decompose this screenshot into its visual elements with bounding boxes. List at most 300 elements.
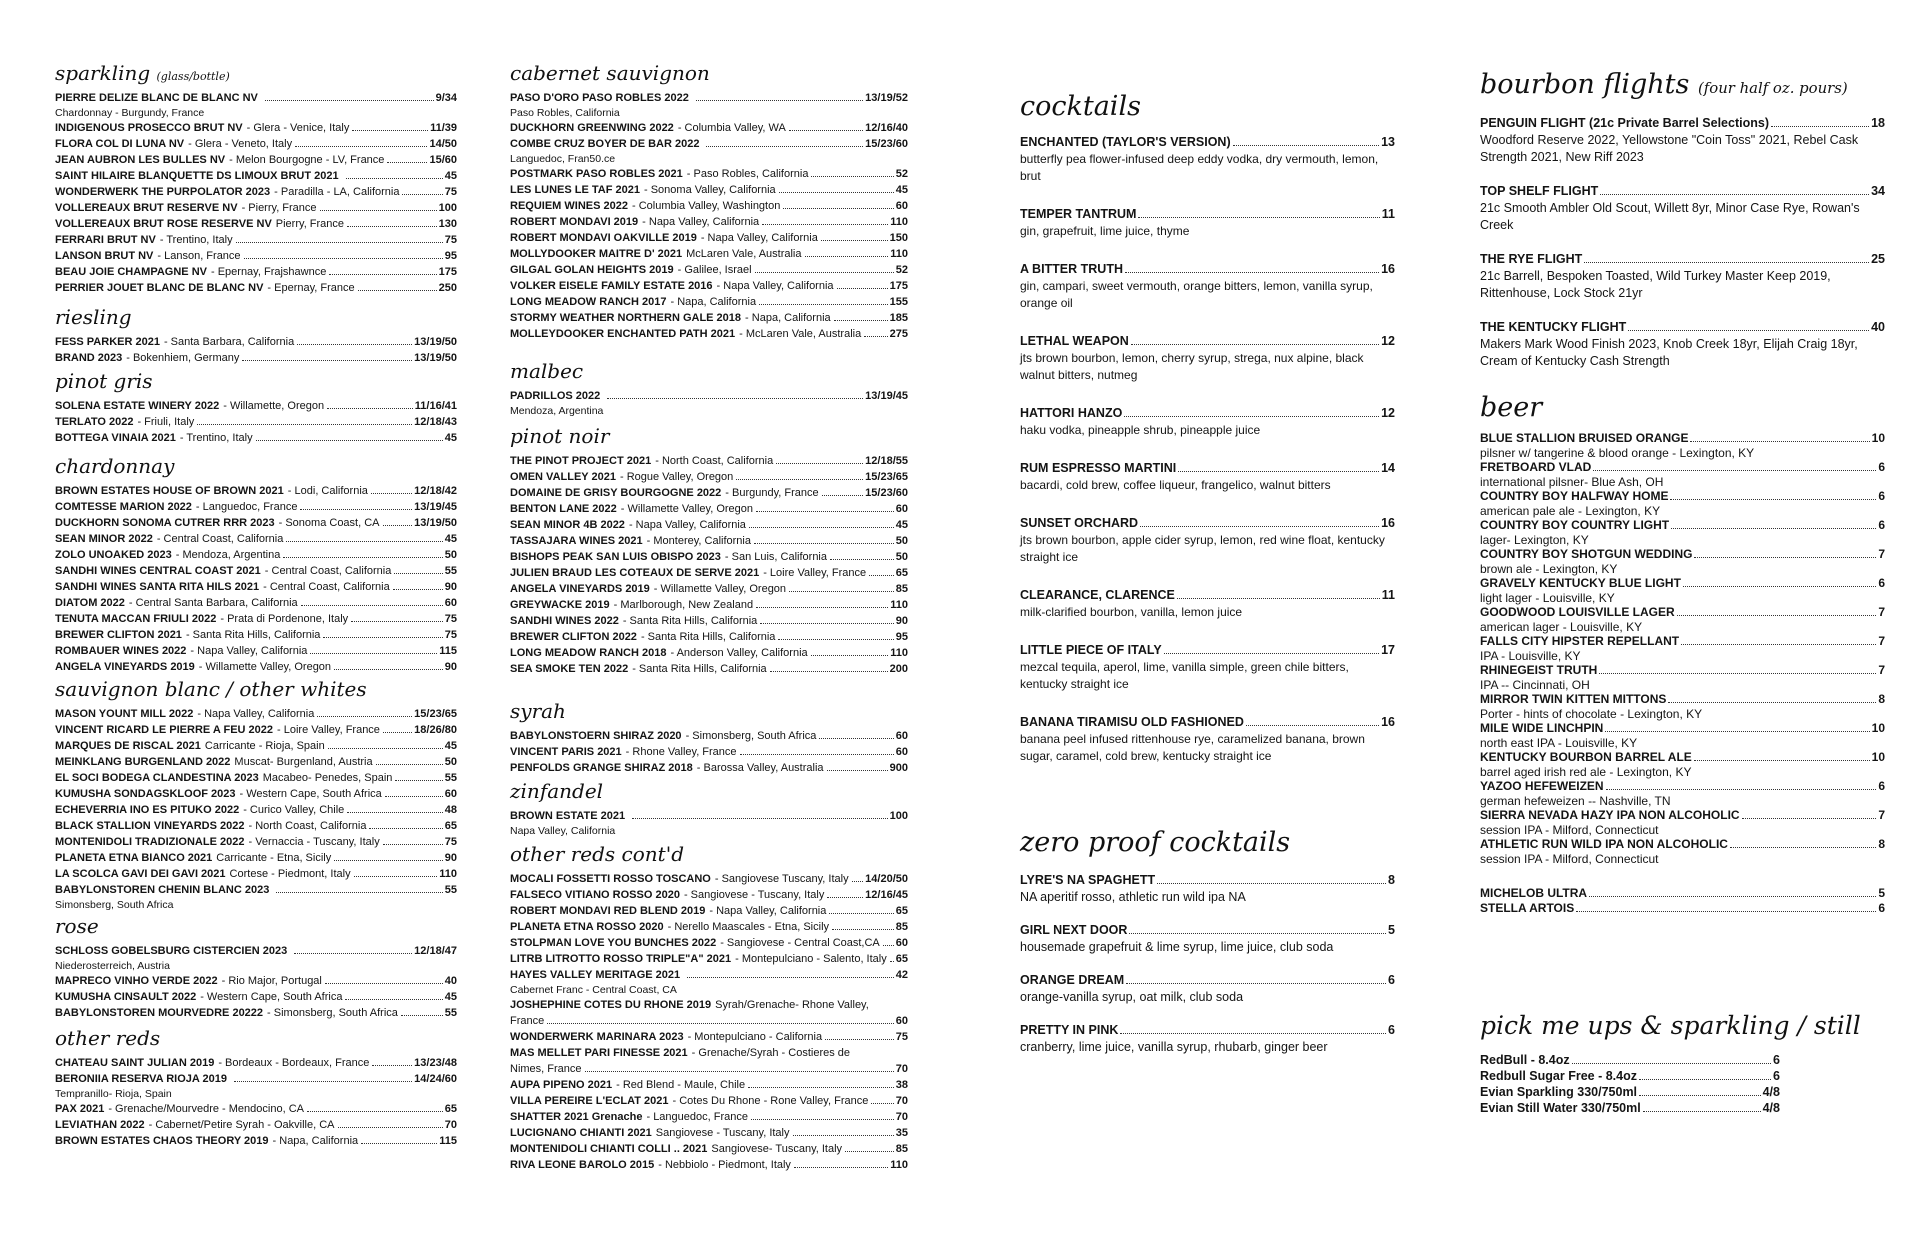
- dot-leader: [632, 818, 888, 819]
- item-price: 45: [444, 432, 457, 444]
- item-origin: - Paradilla - LA, California: [274, 186, 400, 198]
- beer-item: [1480, 576, 1885, 605]
- drink-item: [1480, 1084, 1780, 1100]
- item-origin: Macabeo- Penedes, Spain: [262, 772, 393, 784]
- item-price: 90: [895, 615, 908, 627]
- item-name: VOLKER EISELE FAMILY ESTATE 2016: [510, 280, 713, 292]
- item-name: MONTENIDOLI CHIANTI COLLI .. 2021: [510, 1143, 708, 1155]
- menu-item: [510, 661, 908, 677]
- item-price: 6: [1878, 489, 1885, 503]
- menu-item: [510, 246, 908, 262]
- item-origin: - Napa Valley, California: [190, 645, 308, 657]
- item-name: MARQUES DE RISCAL 2021: [55, 740, 201, 752]
- dot-leader: [1129, 933, 1386, 934]
- dot-leader: [1639, 1079, 1771, 1080]
- menu-item: [55, 643, 457, 659]
- beer-item: [1480, 460, 1885, 489]
- item-name: LONG MEADOW RANCH 2018: [510, 647, 667, 659]
- item-price: 115: [439, 1135, 457, 1147]
- menu-item: [510, 645, 908, 661]
- menu-item: [510, 760, 908, 776]
- item-name: LUCIGNANO CHIANTI 2021: [510, 1127, 652, 1139]
- item-name: REQUIEM WINES 2022: [510, 200, 628, 212]
- dot-leader: [1670, 499, 1876, 500]
- menu-item: [510, 90, 908, 106]
- item-name: SEAN MINOR 4B 2022: [510, 519, 625, 531]
- menu-item: [55, 350, 457, 366]
- item-name: SUNSET ORCHARD: [1020, 516, 1139, 530]
- item-name: TOP SHELF FLIGHT: [1480, 184, 1599, 198]
- menu-item: [55, 168, 457, 184]
- item-origin: - Cabernet/Petire Syrah - Oakville, CA: [148, 1119, 335, 1131]
- item-name: MONTENIDOLI TRADIZIONALE 2022: [55, 836, 245, 848]
- item-name: BROWN ESTATE 2021: [510, 810, 626, 822]
- item-name: FALSECO VITIANO ROSSO 2020: [510, 889, 680, 901]
- cocktail-item: [1020, 1022, 1395, 1056]
- item-name: JOSHEPHINE COTES DU RHONE 2019: [510, 999, 712, 1011]
- cocktail-item: [1020, 922, 1395, 956]
- item-price: 52: [895, 264, 908, 276]
- item-origin: - Glera - Veneto, Italy: [188, 138, 293, 150]
- section-title: sparkling (glass/bottle): [55, 61, 230, 85]
- menu-item: [55, 834, 457, 850]
- item-name: LITTLE PIECE OF ITALY: [1020, 643, 1162, 657]
- item-price: 110: [890, 647, 908, 659]
- item-origin: - Grenache/Syrah - Costieres de: [691, 1047, 851, 1059]
- menu-item: [55, 579, 457, 595]
- dot-leader: [334, 860, 443, 861]
- item-name: CHATEAU SAINT JULIAN 2019: [55, 1057, 215, 1069]
- menu-item: [55, 802, 457, 818]
- item-price: 60: [444, 788, 457, 800]
- dot-leader: [1124, 416, 1379, 417]
- dot-leader: [749, 527, 894, 528]
- item-name: PENFOLDS GRANGE SHIRAZ 2018: [510, 762, 693, 774]
- menu-item: [55, 248, 457, 264]
- dot-leader: [297, 344, 412, 345]
- item-price: 7: [1878, 808, 1885, 822]
- dot-leader: [1599, 673, 1876, 674]
- dot-leader: [1671, 528, 1876, 529]
- dot-leader: [1668, 702, 1876, 703]
- section-title: rose: [55, 914, 99, 938]
- section-pick-me-ups: [1480, 1012, 1885, 1116]
- item-price: 75: [444, 613, 457, 625]
- section-title: sauvignon blanc / other whites: [55, 677, 367, 701]
- item-name: STOLPMAN LOVE YOU BUNCHES 2022: [510, 937, 717, 949]
- cocktail-item: [1020, 972, 1395, 1006]
- item-price: 110: [890, 1159, 908, 1171]
- item-name: GREYWACKE 2019: [510, 599, 610, 611]
- item-origin: - Grenache/Mourvedre - Mendocino, CA: [108, 1103, 304, 1115]
- item-price: 95: [895, 631, 908, 643]
- item-price: 40: [1871, 320, 1885, 334]
- item-description: orange-vanilla syrup, oat milk, club soda: [1020, 990, 1244, 1004]
- menu-item: [55, 989, 457, 1005]
- section-malbec: [510, 360, 908, 418]
- section-title: other reds: [55, 1026, 161, 1050]
- dot-leader: [1140, 526, 1379, 527]
- dot-leader: [244, 258, 443, 259]
- flight-item: [1480, 183, 1885, 234]
- dot-leader: [696, 100, 863, 101]
- item-price: 18/26/80: [414, 724, 457, 736]
- item-note: Chardonnay - Burgundy, France: [55, 107, 205, 119]
- item-description: brown ale - Lexington, KY: [1480, 562, 1618, 576]
- item-name: SANDHI WINES 2022: [510, 615, 619, 627]
- item-name: KUMUSHA CINSAULT 2022: [55, 991, 197, 1003]
- section-riesling: [55, 306, 457, 366]
- item-name: BISHOPS PEAK SAN LUIS OBISPO 2023: [510, 551, 721, 563]
- item-price: 12/18/42: [414, 485, 457, 497]
- item-price: 185: [889, 312, 908, 324]
- item-price: 11: [1381, 207, 1395, 221]
- dot-leader: [329, 274, 436, 275]
- item-name: TASSAJARA WINES 2021: [510, 535, 643, 547]
- item-description: 21c Smooth Ambler Old Scout, Willett 8yr, Minor Case Rye, Rowan's Creek: [1480, 201, 1860, 232]
- dot-leader: [1742, 818, 1877, 819]
- section-rose: [55, 915, 457, 1021]
- item-name: COUNTRY BOY SHOTGUN WEDDING: [1480, 547, 1693, 561]
- cocktail-item: [1020, 714, 1395, 765]
- item-price: 4/8: [1762, 1101, 1780, 1115]
- item-origin: - Rogue Valley, Oregon: [619, 471, 734, 483]
- item-name: SCHLOSS GOBELSBURG CISTERCIEN 2023: [55, 945, 288, 957]
- section-pinot-noir: [510, 425, 908, 677]
- item-price: 12/18/47: [414, 945, 457, 957]
- item-price: 85: [895, 1143, 908, 1155]
- dot-leader: [1572, 1063, 1771, 1064]
- item-origin: - Loire Valley, France: [763, 567, 867, 579]
- item-origin: - Columbia Valley, Washington: [631, 200, 781, 212]
- item-price: 17: [1381, 643, 1395, 657]
- dot-leader: [837, 288, 888, 289]
- item-name: SIERRA NEVADA HAZY IPA NON ALCOHOLIC: [1480, 808, 1740, 822]
- dot-leader: [754, 543, 894, 544]
- item-price: 75: [444, 836, 457, 848]
- item-price: 55: [444, 884, 457, 896]
- dot-leader: [1605, 731, 1869, 732]
- item-price: 5: [1388, 923, 1395, 937]
- dot-leader: [1690, 441, 1869, 442]
- item-origin: - Montepulciano - Salento, Italy: [735, 953, 887, 965]
- item-origin: - Bordeaux - Bordeaux, France: [218, 1057, 370, 1069]
- menu-item: [510, 1157, 908, 1173]
- item-price: 13/19/45: [414, 501, 457, 513]
- item-name: BOTTEGA VINAIA 2021: [55, 432, 176, 444]
- item-origin: - Willamette Valley, Oregon: [620, 503, 754, 515]
- dot-leader: [328, 748, 443, 749]
- menu-item: [510, 1045, 908, 1061]
- cocktail-item: [1020, 206, 1395, 240]
- item-name: SEAN MINOR 2022: [55, 533, 153, 545]
- section-cabernet: [510, 62, 908, 342]
- item-origin: - Napa Valley, California: [716, 280, 834, 292]
- item-name: Redbull Sugar Free - 8.4oz: [1480, 1069, 1637, 1083]
- item-name: THE KENTUCKY FLIGHT: [1480, 320, 1627, 334]
- dot-leader: [383, 844, 443, 845]
- item-name: VINCENT PARIS 2021: [510, 746, 622, 758]
- dot-leader: [779, 192, 894, 193]
- item-origin: - Glera - Venice, Italy: [246, 122, 350, 134]
- item-price: 70: [444, 1119, 457, 1131]
- item-origin: - Nebbiolo - Piedmont, Italy: [658, 1159, 791, 1171]
- item-price: 6: [1388, 973, 1395, 987]
- item-origin: - Prata di Pordenone, Italy: [220, 613, 349, 625]
- item-note: Mendoza, Argentina: [510, 405, 604, 417]
- dot-leader: [346, 178, 443, 179]
- item-name: LONG MEADOW RANCH 2017: [510, 296, 667, 308]
- menu-item: [55, 818, 457, 834]
- drink-item: [1480, 1068, 1780, 1084]
- item-name: MAPRECO VINHO VERDE 2022: [55, 975, 218, 987]
- flight-item: [1480, 251, 1885, 302]
- menu-item: [55, 1101, 457, 1117]
- menu-item: [510, 728, 908, 744]
- item-origin: - Trentino, Italy: [159, 234, 233, 246]
- dot-leader: [351, 621, 443, 622]
- section-title: pinot noir: [510, 424, 610, 448]
- item-price: 16: [1381, 715, 1395, 729]
- item-price: 50: [895, 535, 908, 547]
- dot-leader: [1730, 847, 1876, 848]
- item-origin: - Pierry, France: [241, 202, 317, 214]
- item-name: THE PINOT PROJECT 2021: [510, 455, 652, 467]
- dot-leader: [819, 738, 893, 739]
- item-price: 12/16/40: [865, 122, 908, 134]
- section-zero-proof: [1020, 828, 1395, 1072]
- dot-leader: [320, 210, 437, 211]
- item-name: COUNTRY BOY HALFWAY HOME: [1480, 489, 1669, 503]
- item-price: 6: [1878, 901, 1885, 915]
- dot-leader: [759, 304, 888, 305]
- item-price: 45: [895, 519, 908, 531]
- item-description: session IPA - Milford, Connecticut: [1480, 852, 1659, 866]
- item-price: 70: [895, 1063, 908, 1075]
- dot-leader: [607, 398, 863, 399]
- item-name: BENTON LANE 2022: [510, 503, 617, 515]
- item-name: DOMAINE DE GRISY BOURGOGNE 2022: [510, 487, 722, 499]
- dot-leader: [1120, 1033, 1386, 1034]
- cocktail-item: [1020, 872, 1395, 906]
- dot-leader: [832, 929, 894, 930]
- item-note: Languedoc, Fran50.ce: [510, 153, 616, 165]
- cocktail-item: [1020, 587, 1395, 621]
- item-price: 65: [444, 1103, 457, 1115]
- item-price: 85: [895, 921, 908, 933]
- item-price: 11/16/41: [414, 400, 457, 412]
- item-price: 12: [1381, 406, 1395, 420]
- menu-item: [55, 1005, 457, 1021]
- dot-leader: [1593, 470, 1876, 471]
- item-origin: - Melon Bourgogne - LV, France: [229, 154, 385, 166]
- dot-leader: [736, 479, 863, 480]
- item-price: 10: [1871, 431, 1885, 445]
- item-origin: McLaren Vale, Australia: [686, 248, 802, 260]
- item-price: 7: [1878, 634, 1885, 648]
- dot-leader: [547, 1023, 894, 1024]
- section-title: bourbon flights (four half oz. pours): [1480, 69, 1848, 100]
- menu-item: [55, 1117, 457, 1133]
- dot-leader: [1628, 330, 1869, 331]
- menu-item: [510, 388, 908, 404]
- item-name: FLORA COL DI LUNA NV: [55, 138, 185, 150]
- item-description: lager- Lexington, KY: [1480, 533, 1589, 547]
- item-description: international pilsner- Blue Ash, OH: [1480, 475, 1664, 489]
- item-name: PADRILLOS 2022: [510, 390, 601, 402]
- item-name: COMBE CRUZ BOYER DE BAR 2022: [510, 138, 700, 150]
- dot-leader: [354, 876, 438, 877]
- dot-leader: [325, 983, 443, 984]
- item-name: COMTESSE MARION 2022: [55, 501, 192, 513]
- item-origin: - Burgundy, France: [725, 487, 819, 499]
- dot-leader: [236, 242, 443, 243]
- item-origin: Cortese - Piedmont, Italy: [229, 868, 351, 880]
- menu-item: [510, 294, 908, 310]
- item-origin: - McLaren Vale, Australia: [739, 328, 862, 340]
- item-price: 275: [889, 328, 908, 340]
- item-price: 90: [444, 581, 457, 593]
- beer-item: [1480, 663, 1885, 692]
- item-name: VOLLEREAUX BRUT RESERVE NV: [55, 202, 238, 214]
- item-price: 150: [889, 232, 908, 244]
- item-name: Evian Still Water 330/750ml: [1480, 1101, 1641, 1115]
- menu-item: [510, 198, 908, 214]
- section-title: other reds cont'd: [510, 842, 684, 866]
- dot-leader: [338, 1127, 443, 1128]
- menu-item: [55, 595, 457, 611]
- item-name: SEA SMOKE TEN 2022: [510, 663, 629, 675]
- item-price: 65: [895, 953, 908, 965]
- item-name: BABYLONSTOREN CHENIN BLANC 2023: [55, 884, 270, 896]
- section-bourbon-flights: [1480, 70, 1885, 387]
- item-origin: - Sangiovese Tuscany, Italy: [714, 873, 849, 885]
- menu-item: [510, 1125, 908, 1141]
- item-origin: Sangiovese - Tuscany, Italy: [655, 1127, 790, 1139]
- dot-leader: [1681, 644, 1876, 645]
- section-title: zinfandel: [510, 779, 604, 803]
- item-name: BABYLONSTOERN SHIRAZ 2020: [510, 730, 682, 742]
- item-price: 100: [889, 810, 908, 822]
- item-price: 75: [444, 629, 457, 641]
- menu-item: [510, 597, 908, 613]
- menu-item: [55, 738, 457, 754]
- dot-leader: [1589, 896, 1876, 897]
- menu-item: [510, 469, 908, 485]
- dot-leader: [301, 605, 443, 606]
- item-origin: - Columbia Valley, WA: [677, 122, 786, 134]
- menu-item: [55, 414, 457, 430]
- item-name: ZOLO UNOAKED 2023: [55, 549, 172, 561]
- menu-item: [510, 120, 908, 136]
- item-name: EL SOCI BODEGA CLANDESTINA 2023: [55, 772, 259, 784]
- item-name: RIVA LEONE BAROLO 2015: [510, 1159, 655, 1171]
- section-sparkling: [55, 62, 457, 296]
- dot-leader: [1600, 194, 1869, 195]
- menu-item: [510, 1029, 908, 1045]
- dot-leader: [751, 1119, 894, 1120]
- item-price: 250: [438, 282, 457, 294]
- dot-leader: [393, 589, 443, 590]
- item-price: 60: [895, 746, 908, 758]
- item-price: 6: [1773, 1069, 1780, 1083]
- menu-item: [55, 200, 457, 216]
- item-name: FESS PARKER 2021: [55, 336, 160, 348]
- item-price: 12: [1381, 334, 1395, 348]
- item-price: 9/34: [435, 92, 457, 104]
- menu-item: [55, 1133, 457, 1149]
- item-price: 13/23/48: [414, 1057, 457, 1069]
- beer-item: [1480, 750, 1885, 779]
- item-name: PERRIER JOUET BLANC DE BLANC NV: [55, 282, 264, 294]
- menu-item: [510, 967, 908, 983]
- item-price: 65: [895, 567, 908, 579]
- item-price: 16: [1381, 262, 1395, 276]
- item-price: 38: [895, 1079, 908, 1091]
- dot-leader: [276, 892, 442, 893]
- item-name: JEAN AUBRON LES BULLES NV: [55, 154, 226, 166]
- item-description: housemade grapefruit & lime syrup, lime juice, club soda: [1020, 940, 1334, 954]
- dot-leader: [1125, 272, 1379, 273]
- item-description: cranberry, lime juice, vanilla syrup, rhubarb, ginger beer: [1020, 1040, 1328, 1054]
- cocktail-item: [1020, 405, 1395, 439]
- cocktail-item: [1020, 134, 1395, 185]
- drink-item: [1480, 1052, 1780, 1068]
- item-origin: - Rio Major, Portugal: [221, 975, 322, 987]
- beer-item: [1480, 547, 1885, 576]
- item-name: SANDHI WINES SANTA RITA HILS 2021: [55, 581, 260, 593]
- item-name: GRAVELY KENTUCKY BLUE LIGHT: [1480, 576, 1681, 590]
- menu-item: [510, 1093, 908, 1109]
- item-price: 13/19/45: [865, 390, 908, 402]
- item-price: 15/23/65: [865, 471, 908, 483]
- item-name: ROBERT MONDAVI 2019: [510, 216, 639, 228]
- item-origin: - North Coast, California: [248, 820, 367, 832]
- item-description: bacardi, cold brew, coffee liqueur, frangelico, walnut bitters: [1020, 478, 1331, 492]
- item-name: ROBERT MONDAVI OAKVILLE 2019: [510, 232, 697, 244]
- item-price: 85: [895, 583, 908, 595]
- dot-leader: [385, 796, 443, 797]
- item-name: BROWN ESTATES CHAOS THEORY 2019: [55, 1135, 269, 1147]
- item-description: mezcal tequila, aperol, lime, vanilla simple, green chile bitters, kentucky straight ice: [1020, 660, 1349, 691]
- dot-leader: [361, 1143, 437, 1144]
- dot-leader: [1138, 217, 1379, 218]
- item-name: MOLLEYDOOKER ENCHANTED PATH 2021: [510, 328, 736, 340]
- item-origin: - Montepulciano - California: [687, 1031, 823, 1043]
- item-name: INDIGENOUS PROSECCO BRUT NV: [55, 122, 243, 134]
- dot-leader: [1643, 1111, 1761, 1112]
- item-name: HAYES VALLEY MERITAGE 2021: [510, 969, 681, 981]
- item-name: LA SCOLCA GAVI DEI GAVI 2021: [55, 868, 226, 880]
- item-name: YAZOO HEFEWEIZEN: [1480, 779, 1604, 793]
- item-description: Porter - hints of chocolate - Lexington, KY: [1480, 707, 1703, 721]
- item-price: 110: [439, 868, 457, 880]
- menu-item: [510, 278, 908, 294]
- dot-leader: [1639, 1095, 1761, 1096]
- item-origin: - Monterey, California: [646, 535, 751, 547]
- menu-item: [55, 334, 457, 350]
- item-name: MOCALI FOSSETTI ROSSO TOSCANO: [510, 873, 711, 885]
- beer-item: [1480, 901, 1885, 916]
- menu-item: [55, 611, 457, 627]
- item-origin: - Mendoza, Argentina: [175, 549, 281, 561]
- dot-leader: [358, 290, 437, 291]
- dot-leader: [300, 509, 412, 510]
- dot-leader: [834, 320, 888, 321]
- item-name: BREWER CLIFTON 2021: [55, 629, 182, 641]
- item-origin: - Epernay, France: [267, 282, 355, 294]
- item-origin: - Trentino, Italy: [179, 432, 253, 444]
